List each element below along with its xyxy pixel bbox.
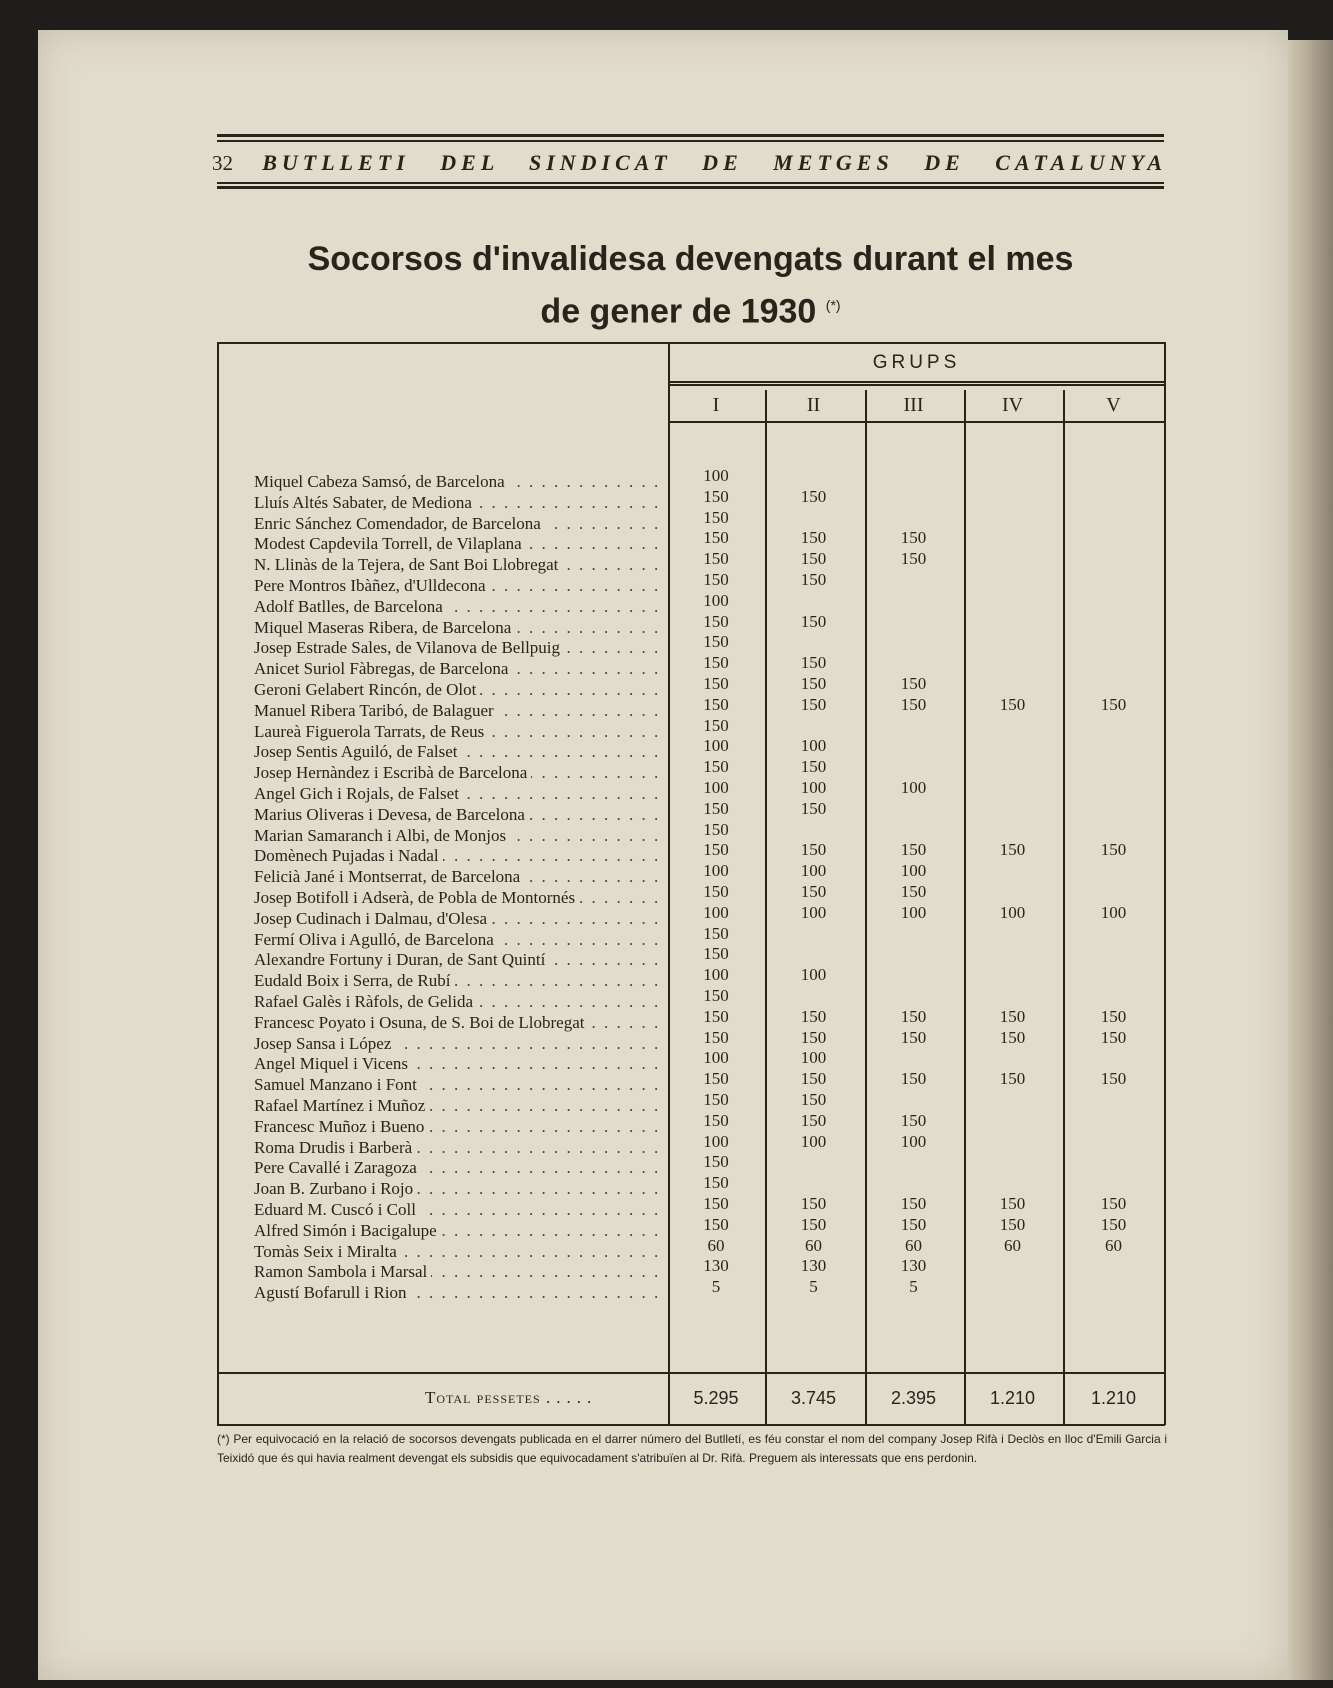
row-name-text: Pere Cavallé i Zaragoza [254, 1158, 421, 1177]
value-cell: 150 [900, 1006, 927, 1026]
value-cell: 60 [707, 1235, 725, 1255]
row-name [254, 742, 664, 762]
value-cell: 100 [703, 1131, 729, 1151]
value-cell: 150 [703, 1069, 729, 1089]
table-bottom-border [217, 1424, 1165, 1426]
value-cell: 150 [900, 1194, 927, 1213]
value-cell: 150 [703, 986, 729, 1005]
value-cell: 150 [999, 1006, 1026, 1026]
value-cell: 60 [1105, 1235, 1122, 1255]
row-name-text: Alfred Simón i Bacigalupe [254, 1221, 441, 1240]
value-cell: 150 [900, 1214, 927, 1234]
value-cell: 100 [1100, 902, 1127, 922]
value-cell: 130 [900, 1256, 927, 1276]
row-name-text: Angel Miquel i Vicens [254, 1054, 412, 1073]
value-cell: 150 [703, 486, 729, 506]
row-name-text: Roma Drudis i Barberà [254, 1138, 416, 1157]
running-header [212, 146, 1167, 180]
value-cell: 150 [703, 507, 729, 527]
value-cell: 150 [999, 1214, 1026, 1234]
row-name-text: Marian Samaranch i Albi, de Monjos [254, 826, 510, 845]
value-cell: 150 [703, 1152, 729, 1172]
row-name-text: Felicià Jané i Montserrat, de Barcelona [254, 867, 524, 886]
row-name-text: Josep Cudinach i Dalmau, d'Olesa [254, 909, 491, 928]
value-cell: 150 [800, 1090, 827, 1109]
row-name-text: Fermí Oliva i Agulló, de Barcelona [254, 930, 498, 949]
row-name-text: Josep Estrade Sales, de Vilanova de Bellpuig [254, 638, 564, 657]
value-cell: 60 [905, 1235, 922, 1255]
value-cell: 100 [703, 736, 729, 756]
total-label: Total pessetes ..... [425, 1388, 598, 1407]
row-name [254, 971, 664, 991]
row-name [254, 1221, 664, 1241]
value-cell: 150 [703, 1110, 729, 1130]
row-name-text: Laureà Figuerola Tarrats, de Reus [254, 722, 488, 741]
row-name [254, 680, 664, 700]
row-name [254, 1262, 664, 1282]
footnote-mark: (*) [825, 297, 841, 313]
value-cell: 150 [800, 570, 827, 589]
row-name [254, 472, 664, 492]
total-cell-1: 5.295 [693, 1388, 739, 1408]
row-name [254, 784, 664, 804]
value-cell: 150 [703, 1194, 729, 1213]
value-cell: 150 [703, 1173, 729, 1193]
value-cell: 150 [800, 549, 827, 569]
row-name [254, 722, 664, 742]
row-name [254, 1096, 664, 1116]
row-name-text: Rafael Galès i Ràfols, de Gelida [254, 992, 477, 1011]
value-cell: 150 [999, 694, 1026, 714]
value-cell: 100 [800, 902, 827, 922]
value-cell: 150 [703, 1214, 729, 1234]
row-name [254, 1242, 664, 1262]
value-cell: 150 [800, 1006, 827, 1026]
row-name [254, 597, 664, 617]
value-cell: 150 [800, 840, 827, 860]
page-edge [1288, 40, 1333, 1680]
row-name-text: N. Llinàs de la Tejera, de Sant Boi Llobregat [254, 555, 562, 574]
value-cell: 100 [703, 861, 729, 881]
value-cell: 100 [800, 778, 827, 797]
value-cell: 60 [1004, 1235, 1021, 1255]
value-cell: 150 [703, 923, 729, 943]
total-cell-4: 1.210 [989, 1388, 1036, 1408]
value-cell: 100 [703, 590, 729, 610]
row-name-text: Pere Montros Ibàñez, d'Ulldecona [254, 576, 490, 595]
row-name-text: Josep Sentis Aguiló, de Falset [254, 742, 462, 761]
value-cell: 150 [1100, 694, 1127, 714]
group-header-rule [668, 381, 1165, 383]
total-cell-3: 2.395 [890, 1388, 937, 1408]
column-header-rule [668, 421, 1165, 423]
value-cell: 100 [703, 466, 729, 485]
value-cell: 150 [703, 549, 729, 569]
row-name [254, 1283, 664, 1303]
row-name [254, 1179, 664, 1199]
row-name [254, 1138, 664, 1158]
row-name-text: Rafael Martínez i Muñoz [254, 1096, 429, 1115]
value-cell: 150 [703, 653, 729, 673]
row-name [254, 1117, 664, 1137]
value-cell: 150 [703, 1090, 729, 1109]
row-name [254, 867, 664, 887]
total-label-text: Total pessetes [425, 1388, 541, 1407]
row-name [254, 763, 664, 783]
value-cell: 150 [703, 757, 729, 777]
value-cell: 130 [703, 1256, 729, 1276]
value-cell: 150 [1100, 1069, 1127, 1089]
value-cell: 150 [800, 798, 827, 818]
value-cell: 150 [800, 486, 827, 506]
value-cell: 150 [999, 1194, 1026, 1213]
row-name [254, 618, 664, 638]
value-cell: 150 [703, 1027, 729, 1047]
value-cell: 150 [800, 757, 827, 777]
row-name-text: Geroni Gelabert Rincón, de Olot [254, 680, 480, 699]
row-name [254, 1200, 664, 1220]
header-rule-bottom [217, 186, 1164, 189]
value-cell: 150 [999, 840, 1026, 860]
page-number: 32 [212, 150, 233, 175]
table-top-border [217, 342, 1165, 344]
column-header-3: III [903, 394, 924, 416]
value-cell: 100 [900, 902, 927, 922]
row-name [254, 638, 664, 658]
value-cell: 5 [909, 1277, 918, 1297]
row-name-text: Joan B. Zurbano i Rojo [254, 1179, 417, 1198]
value-cell: 150 [703, 819, 729, 839]
value-cell: 100 [900, 778, 927, 797]
value-cell: 150 [800, 1069, 827, 1089]
row-name [254, 1054, 664, 1074]
column-header-1: I [712, 394, 720, 416]
row-name-text: Eudald Boix i Serra, de Rubí [254, 971, 454, 990]
row-name-text: Enric Sánchez Comendador, de Barcelona [254, 514, 545, 533]
value-cell: 150 [800, 653, 827, 673]
value-cell: 100 [900, 1131, 927, 1151]
value-cell: 5 [711, 1277, 721, 1297]
row-name-text: Alexandre Fortuny i Duran, de Sant Quintí [254, 950, 549, 969]
row-name-text: Josep Hernàndez i Escribà de Barcelona [254, 763, 531, 782]
table-left-border [217, 342, 219, 1425]
row-name [254, 555, 664, 575]
value-cell: 150 [703, 674, 729, 693]
value-cell: 150 [900, 1069, 927, 1089]
value-cell: 150 [800, 1194, 827, 1213]
value-cell: 150 [1100, 840, 1127, 860]
value-cell: 150 [703, 570, 729, 589]
value-cell: 150 [800, 528, 827, 548]
row-name [254, 846, 664, 866]
row-name [254, 909, 664, 929]
row-name-text: Marius Oliveras i Devesa, de Barcelona [254, 805, 529, 824]
row-name-text: Tomàs Seix i Miralta [254, 1242, 401, 1261]
value-cell: 150 [703, 944, 729, 964]
total-rule [217, 1372, 1165, 1374]
group-header-rule-2 [668, 384, 1165, 386]
row-name [254, 950, 664, 970]
value-cell: 150 [703, 798, 729, 818]
value-cell: 100 [900, 861, 927, 881]
value-cell: 100 [800, 1131, 827, 1151]
value-cell: 150 [703, 1006, 729, 1026]
value-cell: 150 [800, 882, 827, 901]
row-name-text: Francesc Poyato i Osuna, de S. Boi de Llobregat [254, 1013, 589, 1032]
row-name [254, 1158, 664, 1178]
value-cell: 150 [1100, 1214, 1127, 1234]
row-name [254, 992, 664, 1012]
footnote: (*) Per equivocació en la relació de socorsos devengats publicada en el darrer número del Butlletí, es féu constar el nom del company Josep Rifà i Declòs en lloc d'Emili Garcia i Teixidó que és qui havia realment devengat els subsidis que equivocadament s'atribuïen al Dr. Rifà. Preguem als interessats que ens perdonin. [217, 1432, 1167, 1465]
row-name [254, 805, 664, 825]
value-cell: 150 [703, 882, 729, 901]
value-cell: 150 [703, 694, 729, 714]
header-rule-top [217, 134, 1164, 137]
header-rule-bottom-thin [217, 182, 1164, 184]
value-cell: 150 [800, 1214, 827, 1234]
row-name [254, 1075, 664, 1095]
header-rule-top-thin [217, 140, 1164, 142]
value-cell: 150 [1100, 1027, 1127, 1047]
value-cell: 150 [1100, 1194, 1127, 1213]
value-cell: 100 [800, 861, 827, 881]
row-name-text: Modest Capdevila Torrell, de Vilaplana [254, 534, 526, 553]
title-line-1: Socorsos d'invalidesa devengats durant el mes [307, 240, 1074, 278]
row-name-text: Ramon Sambola i Marsal [254, 1262, 431, 1281]
row-name [254, 576, 664, 596]
row-name [254, 888, 664, 908]
table-right-border [1164, 342, 1166, 1425]
value-cell: 100 [703, 778, 729, 797]
value-cell: 150 [800, 1110, 827, 1130]
value-cell: 100 [999, 902, 1026, 922]
row-name-text: Eduard M. Cuscó i Coll [254, 1200, 420, 1219]
column-header-2: II [806, 394, 821, 416]
row-name-text: Samuel Manzano i Font [254, 1075, 421, 1094]
value-cell: 150 [1100, 1006, 1127, 1026]
value-cell: 150 [900, 882, 927, 901]
page-title [217, 236, 1164, 334]
row-name [254, 1034, 664, 1054]
value-cell: 5 [809, 1277, 818, 1297]
value-cell: 150 [703, 840, 729, 860]
value-cell: 100 [703, 1048, 729, 1068]
row-name [254, 659, 664, 679]
value-cell: 150 [900, 694, 927, 714]
value-cell: 150 [999, 1069, 1026, 1089]
value-cell: 150 [900, 1027, 927, 1047]
value-cell: 150 [703, 611, 729, 631]
row-name [254, 701, 664, 721]
value-cell: 100 [800, 736, 827, 756]
value-cell: 150 [999, 1027, 1026, 1047]
row-name-text: Agustí Bofarull i Rion [254, 1283, 411, 1302]
value-cell: 100 [800, 1048, 827, 1068]
row-name-text: Francesc Muñoz i Bueno [254, 1117, 428, 1136]
value-cell: 150 [800, 694, 827, 714]
row-name [254, 930, 664, 950]
column-header-4: IV [1001, 394, 1024, 416]
value-cell: 150 [800, 611, 827, 631]
value-cell: 100 [800, 965, 827, 985]
row-name-text: Josep Botifoll i Adserà, de Pobla de Montornés [254, 888, 579, 907]
row-name-text: Adolf Batlles, de Barcelona [254, 597, 447, 616]
row-name-text: Domènech Pujadas i Nadal [254, 846, 443, 865]
row-name-text: Miquel Maseras Ribera, de Barcelona [254, 618, 515, 637]
total-cell-2: 3.745 [790, 1388, 837, 1408]
column-header-5: V [1106, 394, 1121, 416]
value-cell: 150 [900, 674, 927, 693]
row-name [254, 514, 664, 534]
row-name [254, 826, 664, 846]
value-cell: 150 [900, 528, 927, 548]
row-name-text: Manuel Ribera Taribó, de Balaguer [254, 701, 498, 720]
value-cell: 150 [703, 715, 729, 735]
row-name-text: Josep Sansa i López [254, 1034, 395, 1053]
value-cell: 150 [703, 528, 729, 548]
value-cell: 150 [900, 1110, 927, 1130]
row-name-text: Lluís Altés Sabater, de Mediona [254, 493, 476, 512]
value-cell: 60 [805, 1235, 822, 1255]
group-header: GRUPS [872, 352, 961, 373]
row-name-text: Angel Gich i Rojals, de Falset [254, 784, 463, 803]
value-cell: 150 [703, 632, 729, 652]
row-name-text: Miquel Cabeza Samsó, de Barcelona [254, 472, 509, 491]
title-line-2: de gener de 1930 [540, 292, 817, 331]
row-name [254, 493, 664, 513]
row-name-text: Anicet Suriol Fàbregas, de Barcelona [254, 659, 512, 678]
value-cell: 100 [703, 965, 729, 985]
running-title: BUTLLETI DEL SINDICAT DE METGES DE CATALUNYA [262, 150, 1167, 175]
row-name [254, 1013, 664, 1033]
total-cell-5: 1.210 [1090, 1388, 1137, 1408]
row-name [254, 534, 664, 554]
value-cell: 130 [800, 1256, 827, 1276]
value-cell: 150 [800, 1027, 827, 1047]
value-cell: 150 [900, 840, 927, 860]
value-cell: 100 [703, 902, 729, 922]
value-cell: 150 [900, 549, 927, 569]
value-cell: 150 [800, 674, 827, 693]
